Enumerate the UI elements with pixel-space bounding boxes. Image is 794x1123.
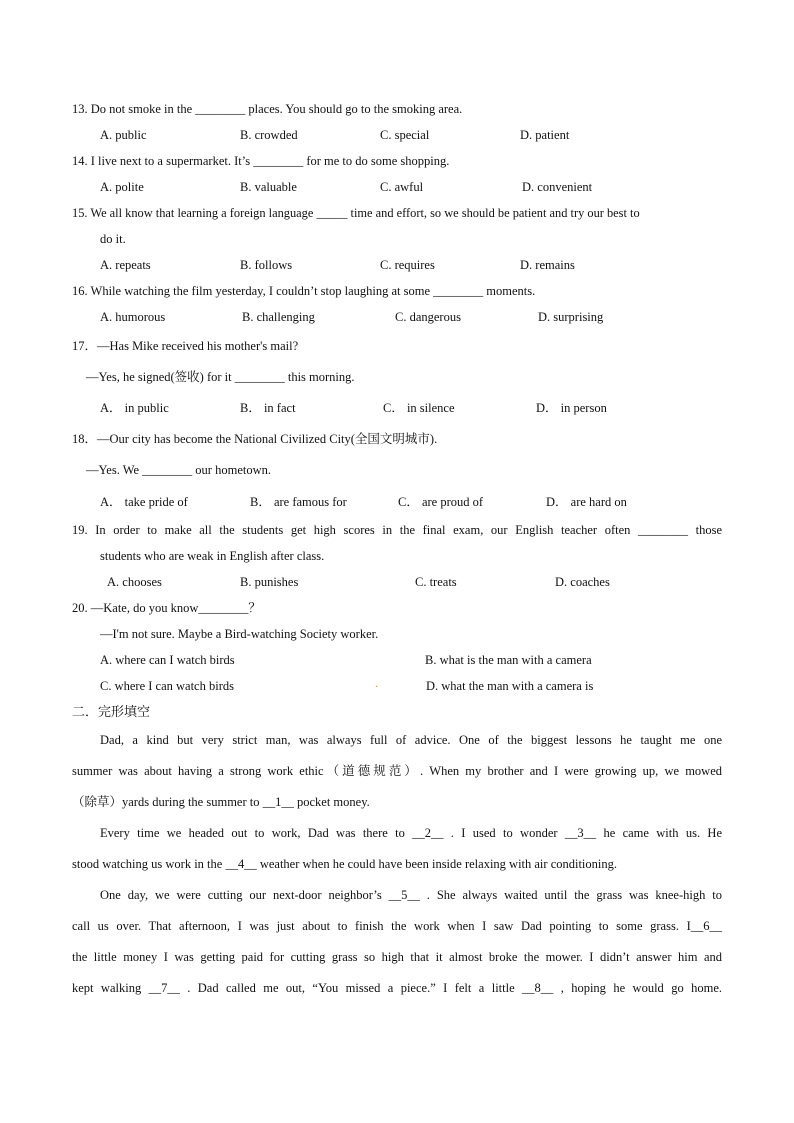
q13-option-c: C. special — [380, 128, 430, 142]
q13-option-d: D. patient — [520, 128, 570, 142]
question-16-stem: 16. While watching the film yesterday, I couldn’t stop laughing at some ________ moments. — [72, 284, 536, 298]
passage-p3-line2: call us over. That afternoon, I was just about to finish the work when I saw Dad pointing to some grass. I__6__ — [72, 919, 722, 933]
question-20-reply: —I'm not sure. Maybe a Bird-watching Society worker. — [100, 627, 379, 641]
q17-option-c: C． in silence — [383, 401, 455, 415]
q14-option-c: C. awful — [380, 180, 424, 194]
q13-option-a: A. public — [100, 128, 147, 142]
q19-option-b: B. punishes — [240, 575, 299, 589]
passage-p1-line3: （除草）yards during the summer to __1__ pocket money. — [72, 795, 370, 809]
question-15-stem: 15. We all know that learning a foreign language _____ time and effort, so we should be patient and try our best to — [72, 206, 640, 220]
question-17-stem: 17．—Has Mike received his mother's mail? — [72, 339, 299, 353]
q20-option-c: C. where I can watch birds — [100, 679, 234, 693]
question-17-reply: —Yes, he signed(签收) for it ________ this morning. — [86, 370, 355, 384]
stray-dot: . — [375, 676, 378, 690]
passage-p3-line1: One day, we were cutting our next-door neighbor’s __5__ . She always waited until the grass was knee-high to — [100, 888, 722, 902]
q18-option-a: A． take pride of — [100, 495, 188, 509]
q14-option-a: A. polite — [100, 180, 144, 194]
passage-p2-line1: Every time we headed out to work, Dad was there to __2__ . I used to wonder __3__ he came with us. He — [100, 826, 722, 840]
q17-option-d: D． in person — [536, 401, 607, 415]
q15-option-d: D. remains — [520, 258, 575, 272]
passage-p2-line2: stood watching us work in the __4__ weather when he could have been inside relaxing with air conditioning. — [72, 857, 618, 871]
q17-option-b: B． in fact — [240, 401, 296, 415]
q18-option-d: D． are hard on — [546, 495, 627, 509]
question-20-stem: 20. —Kate, do you know________？ — [72, 601, 261, 615]
q19-option-a: A. chooses — [107, 575, 162, 589]
q16-option-b: B. challenging — [242, 310, 315, 324]
passage-p1-line2: summer was about having a strong work ethic（道德规范）. When my brother and I were growing up, we mowed — [72, 764, 722, 778]
passage-p3-line4: kept walking __7__ . Dad called me out, “You missed a piece.” I felt a little __8__ , hoping he would go home. — [72, 981, 722, 995]
q16-option-a: A. humorous — [100, 310, 166, 324]
passage-p3-line3: the little money I was getting paid for cutting grass so high that it almost broke the mower. I didn’t answer him and — [72, 950, 722, 964]
section-heading: 二．完形填空 — [72, 704, 151, 719]
q13-option-b: B. crowded — [240, 128, 298, 142]
question-18-stem: 18．—Our city has become the National Civilized City(全国文明城市). — [72, 432, 438, 446]
question-13-stem: 13. Do not smoke in the ________ places. You should go to the smoking area. — [72, 102, 463, 116]
q20-option-b: B. what is the man with a camera — [425, 653, 592, 667]
q20-option-d: D. what the man with a camera is — [426, 679, 594, 693]
q20-option-a: A. where can I watch birds — [100, 653, 235, 667]
q18-option-c: C． are proud of — [398, 495, 484, 509]
q15-option-a: A. repeats — [100, 258, 151, 272]
q14-option-b: B. valuable — [240, 180, 297, 194]
question-15-stem-cont: do it. — [100, 232, 126, 246]
q17-option-a: A． in public — [100, 401, 169, 415]
q19-option-d: D. coaches — [555, 575, 610, 589]
question-19-stem-cont: students who are weak in English after class. — [100, 549, 325, 563]
passage-p1-line1: Dad, a kind but very strict man, was always full of advice. One of the biggest lessons he taught me one — [100, 733, 722, 747]
q16-option-d: D. surprising — [538, 310, 604, 324]
q14-option-d: D. convenient — [522, 180, 593, 194]
q18-option-b: B． are famous for — [250, 495, 347, 509]
q19-option-c: C. treats — [415, 575, 457, 589]
q16-option-c: C. dangerous — [395, 310, 461, 324]
q15-option-b: B. follows — [240, 258, 293, 272]
question-19-stem: 19. In order to make all the students get high scores in the final exam, our English teacher often ________ those — [72, 523, 722, 537]
question-18-reply: —Yes. We ________ our hometown. — [86, 463, 271, 477]
q15-option-c: C. requires — [380, 258, 435, 272]
question-14-stem: 14. I live next to a supermarket. It’s ________ for me to do some shopping. — [72, 154, 450, 168]
